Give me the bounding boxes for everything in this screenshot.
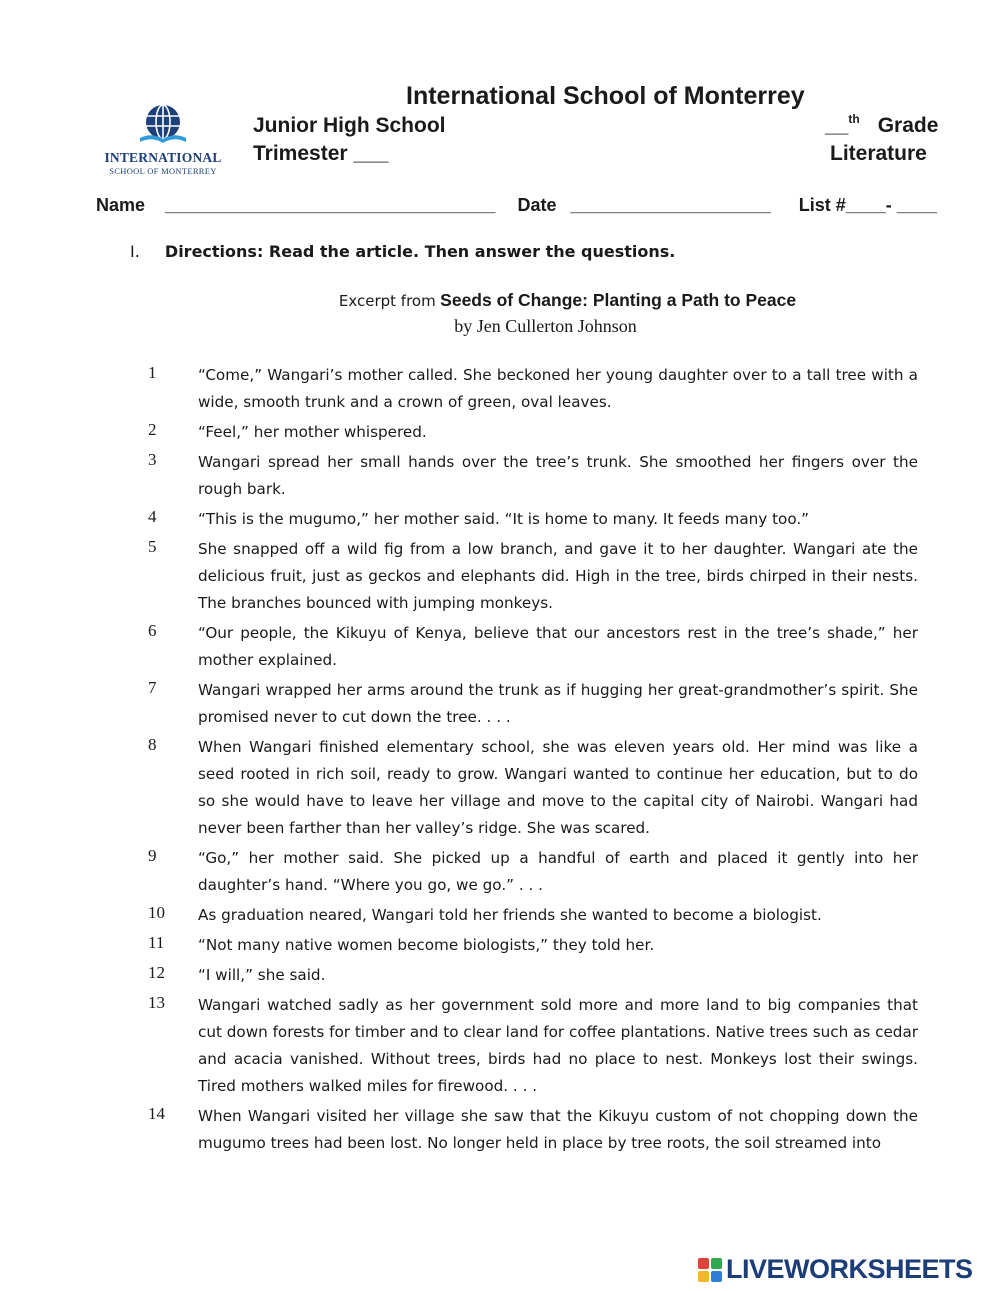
article-paragraph	[148, 1103, 918, 1157]
liveworksheets-brand: LIVEWORKSHEETS	[726, 1254, 973, 1284]
paragraph-number: 12	[148, 963, 165, 982]
article-paragraph	[148, 362, 918, 416]
paragraph-number: 14	[148, 1104, 165, 1123]
paragraph-number: 8	[148, 735, 157, 754]
article-paragraph	[148, 449, 918, 503]
list-number-field: List #____- ____	[798, 195, 937, 215]
name-label: Name	[96, 195, 146, 215]
school-logo	[104, 102, 222, 178]
directions-number: I.	[130, 242, 140, 261]
school-level: Junior High School	[253, 114, 446, 137]
paragraph-number: 6	[148, 621, 157, 640]
date-label: Date	[517, 195, 557, 215]
article-paragraph	[148, 734, 918, 842]
paragraph-text: “Our people, the Kikuyu of Kenya, believe that our ancestors rest in the tree’s shade,” her mother explained.	[198, 624, 918, 669]
excerpt-heading	[0, 290, 1000, 311]
paragraph-number: 10	[148, 903, 165, 922]
paragraph-text: She snapped off a wild fig from a low branch, and gave it to her daughter. Wangari ate the delicious fruit, just as geckos and elephants did. High in the tree, birds chirped in their nests. The branches bounced with jumping monkeys.	[198, 540, 918, 612]
paragraph-number: 3	[148, 450, 157, 469]
article-paragraph	[148, 845, 918, 899]
article-paragraph	[148, 506, 918, 533]
grade-suffix: th	[848, 112, 860, 126]
paragraph-text: “Feel,” her mother whispered.	[198, 423, 427, 441]
paragraph-text: Wangari wrapped her arms around the trunk as if hugging her great-grandmother’s spirit. She promised never to cut down the tree. . . .	[198, 681, 918, 726]
excerpt-byline: by Jen Cullerton Johnson	[454, 316, 637, 336]
paragraph-number: 1	[148, 363, 157, 382]
paragraph-text: When Wangari finished elementary school, she was eleven years old. Her mind was like a seed rooted in rich soil, ready to grow. Wangari wanted to continue her education, but to do so she would have to leave her village and move to the capital city of Nairobi. Wangari had never been farther than her valley’s ridge. She was scared.	[198, 738, 918, 837]
grade-field	[825, 114, 938, 138]
paragraph-number: 7	[148, 678, 157, 697]
date-line: ____________________	[570, 195, 771, 215]
excerpt-prefix: Excerpt from	[338, 292, 436, 310]
directions	[130, 242, 675, 261]
trimester-field: Trimester ___	[253, 142, 389, 165]
school-title: International School of Monterrey	[406, 82, 805, 110]
student-info-row	[96, 195, 937, 216]
liveworksheets-footer	[698, 1252, 998, 1288]
article-paragraph	[148, 992, 918, 1100]
grade-label: Grade	[877, 114, 939, 137]
article-paragraph	[148, 902, 918, 929]
article-paragraph	[148, 677, 918, 731]
article-paragraph	[148, 419, 918, 446]
grade-blank: __	[825, 114, 849, 137]
paragraph-text: “Come,” Wangari’s mother called. She beckoned her young daughter over to a tall tree with a wide, smooth trunk and a crown of green, oval leaves.	[198, 366, 918, 411]
paragraph-text: “This is the mugumo,” her mother said. “It is home to many. It feeds many too.”	[198, 510, 810, 528]
paragraph-text: As graduation neared, Wangari told her friends she wanted to become a biologist.	[198, 906, 822, 924]
article-paragraph	[148, 962, 918, 989]
paragraph-text: “I will,” she said.	[198, 966, 326, 984]
globe-book-icon	[136, 102, 190, 150]
paragraph-text: When Wangari visited her village she saw that the Kikuyu custom of not chopping down the mugumo trees had been lost. No longer held in place by tree roots, the soil streamed into	[198, 1107, 918, 1152]
logo-text-international: INTERNATIONAL	[104, 150, 222, 165]
article-paragraph	[148, 932, 918, 959]
liveworksheets-blocks-icon	[698, 1258, 722, 1282]
paragraph-number: 2	[148, 420, 157, 439]
paragraph-text: Wangari spread her small hands over the tree’s trunk. She smoothed her fingers over the rough bark.	[198, 453, 918, 498]
paragraph-number: 11	[148, 933, 165, 952]
paragraph-number: 9	[148, 846, 157, 865]
logo-text-school: SCHOOL OF MONTERREY	[109, 166, 217, 176]
article-paragraph	[148, 620, 918, 674]
paragraph-number: 5	[148, 537, 157, 556]
article-body	[148, 362, 918, 1160]
paragraph-text: “Not many native women become biologists,” they told her.	[198, 936, 655, 954]
paragraph-text: “Go,” her mother said. She picked up a handful of earth and placed it gently into her daughter’s hand. “Where you go, we go.” . . .	[198, 849, 918, 894]
subject-label: Literature	[830, 142, 927, 165]
paragraph-number: 13	[148, 993, 165, 1012]
directions-text: Directions: Read the article. Then answer the questions.	[164, 242, 676, 261]
excerpt-title: Seeds of Change: Planting a Path to Peace	[440, 290, 797, 310]
article-paragraph	[148, 536, 918, 617]
paragraph-text: Wangari watched sadly as her government sold more and more land to big companies that cut down forests for timber and to clear land for coffee plantations. Native trees such as cedar and acacia vanished. Without trees, birds had no place to nest. Monkeys lost their swings. Tired mothers walked miles for firewood. . . .	[198, 996, 918, 1095]
name-line: _________________________________	[165, 195, 496, 215]
paragraph-number: 4	[148, 507, 157, 526]
